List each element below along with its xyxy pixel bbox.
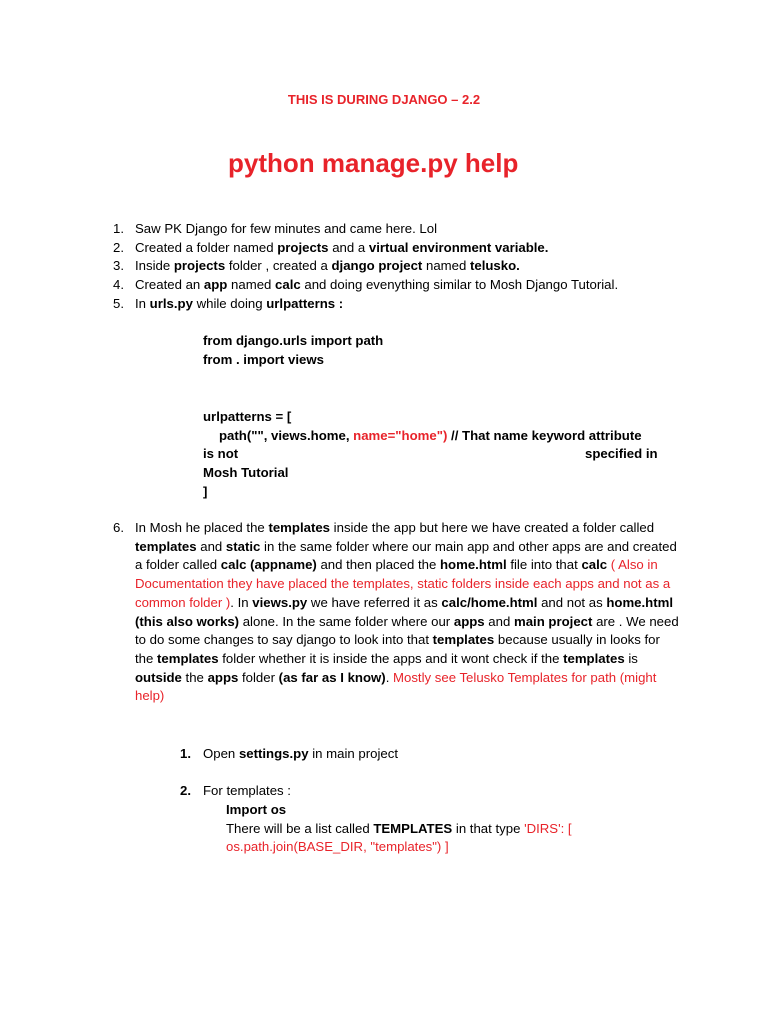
para-note: ( Also in Documentation they have placed the templates, static folders inside each apps and not as a common folder ) [135, 557, 671, 610]
list-text: Created an [135, 277, 204, 293]
sub-text: There will be a list called [226, 821, 374, 836]
code-line [219, 427, 642, 446]
para-bold: main project [513, 613, 593, 629]
para-text: inside the app but here we have created a folder called [330, 520, 655, 535]
para-text: file into that [506, 557, 582, 573]
list-text: Created a folder named [135, 239, 278, 255]
list-text: In [135, 295, 150, 311]
list-text: named [422, 258, 470, 274]
code-line: ] [203, 484, 208, 499]
para-bold: templates [563, 650, 625, 666]
list-item [0, 519, 690, 706]
para-text: folder whether it is inside the apps and it wont check if the [218, 650, 564, 666]
list-number: 6. [113, 520, 124, 535]
sub-bold: settings.py [238, 746, 309, 761]
para-text: In Mosh he placed the [135, 520, 269, 535]
sub-bold: TEMPLATES [373, 821, 453, 836]
para-text: are . We need to do some changes to say django to look into that [135, 613, 679, 648]
list-number: 2. [113, 239, 124, 255]
para-bold: templates [268, 520, 331, 535]
sub-list-number: 1. [180, 746, 191, 761]
sub-code: 'DIRS': [ [524, 821, 572, 836]
code-line: is not [203, 446, 239, 461]
para-bold: home.html (this also works) [135, 594, 674, 629]
code-line: from django.urls import path [203, 333, 384, 348]
para-bold: templates [157, 650, 219, 666]
list-bold-text: projects [173, 258, 226, 274]
para-text: folder [238, 669, 279, 685]
para-text: . [385, 669, 394, 685]
list-item [0, 239, 700, 258]
list-number: 3. [113, 258, 124, 274]
list-number: 1. [113, 221, 124, 236]
para-text: alone. In the same folder where our [239, 613, 454, 629]
para-bold: apps [207, 669, 239, 685]
para-text: and [484, 613, 514, 629]
sub-list-item [180, 745, 398, 764]
paragraph [135, 519, 680, 706]
para-text: in the same folder where our main app and other apps are and created a folder called [135, 538, 677, 573]
sub-text: in that type [452, 821, 525, 836]
code-highlight: name="home") [353, 428, 448, 443]
steps-list [0, 220, 700, 314]
para-bold: (as far as I know) [278, 669, 386, 685]
sub-list-item [180, 782, 291, 801]
sub-line [226, 820, 572, 839]
para-text: and [196, 538, 226, 554]
para-bold: calc/home.html [441, 594, 538, 610]
list-text: and doing evenything similar to Mosh Django Tutorial. [300, 277, 619, 293]
para-text: and not as [537, 594, 607, 610]
sub-line: Import os [226, 802, 287, 817]
para-bold: views.py [252, 594, 308, 610]
sub-text: in main project [308, 746, 398, 761]
code-text: path("", views.home, [219, 428, 354, 443]
list-bold-text: django project [331, 258, 423, 274]
code-line: from . import views [203, 352, 324, 367]
para-bold: home.html [439, 557, 507, 573]
sub-list-number: 2. [180, 783, 191, 798]
list-bold-text: projects [277, 239, 329, 255]
list-text: folder , created a [225, 258, 332, 274]
list-bold-text: telusko. [469, 258, 520, 274]
para-text: we have referred it as [307, 594, 442, 610]
list-item [0, 295, 700, 314]
document-title: python manage.py help [228, 148, 519, 178]
para-text: because usually in looks for the [135, 632, 660, 666]
list-bold-text: urlpatterns : [266, 295, 344, 311]
para-text: the [181, 669, 208, 685]
para-bold: apps [453, 613, 485, 629]
para-bold: calc [581, 557, 608, 573]
code-text: // That name keyword attribute [447, 428, 642, 443]
para-bold: templates [432, 632, 495, 648]
document-heading: THIS IS DURING DJANGO – 2.2 [287, 92, 481, 107]
para-bold: static [225, 538, 261, 554]
list-number: 5. [113, 295, 124, 311]
list-bold-text: app [203, 277, 228, 293]
list-item [0, 276, 700, 295]
para-text: and then placed the [316, 557, 440, 573]
code-line: urlpatterns = [ [203, 409, 292, 424]
para-bold: calc (appname) [220, 557, 317, 573]
list-item [0, 257, 700, 276]
list-bold-text: virtual environment variable. [368, 239, 549, 255]
list-bold-text: urls.py [149, 295, 193, 311]
list-text: Inside [135, 258, 174, 274]
sub-text: For templates : [203, 783, 291, 798]
para-bold: templates [135, 538, 197, 554]
list-item [0, 220, 700, 239]
list-text: Saw PK Django for few minutes and came here. Lol [135, 221, 438, 236]
list-text: while doing [192, 295, 267, 311]
list-number: 4. [113, 277, 124, 293]
sub-text: Open [203, 746, 239, 761]
para-bold: outside [135, 669, 182, 685]
list-bold-text: calc [275, 277, 301, 293]
para-note: Mostly see Telusko Templates for path (might help) [135, 669, 657, 704]
code-line: specified in [585, 446, 658, 461]
para-text: . In [230, 594, 253, 610]
code-line: Mosh Tutorial [203, 465, 289, 480]
sub-line: os.path.join(BASE_DIR, "templates") ] [226, 839, 449, 854]
list-text: named [227, 277, 276, 293]
list-text: and a [328, 239, 369, 255]
para-text: is [624, 650, 638, 666]
